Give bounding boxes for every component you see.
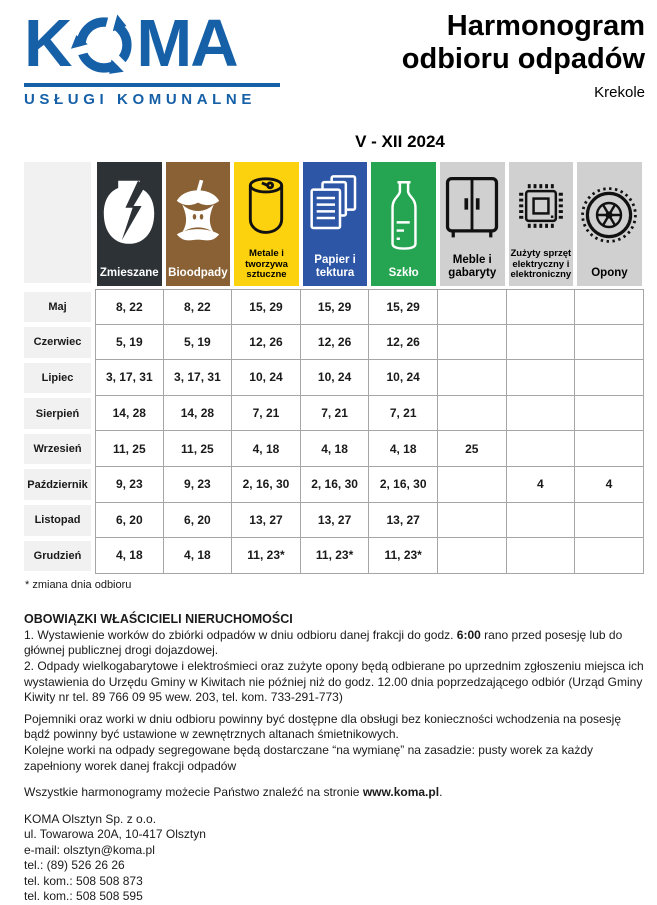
containers-note: Pojemniki oraz worki w dniu odbioru powinny być dostępne dla obsługi bez konieczności wchodzenia na posesję bądź powinny być ustawione w zewnętrznych altanach śmietnikowych. [24,711,622,742]
column-label: Bioodpady [168,267,228,280]
logo-divider [24,83,280,87]
schedule-cell [575,503,644,539]
column-header-zmieszane [95,162,164,289]
obligation-item-2: 2. Odpady wielkogabarytowe i elektrośmieci oraz zużyte opony będą odbierane po uprzednim zgłoszeniu miejsca ich wystawienia do Urzędu Gminy w Kiwitach nie później niż do godz. 12.00 dnia poprzedzającego odbiór (Urząd Gminy Kiwity nr tel. 89 766 09 95 wew. 203, tel. kom. 733-291-773) [24,658,644,705]
chip-icon [509,162,574,249]
website-note-text: Wszystkie harmonogramy możecie Państwo znaleźć na stronie [24,785,363,800]
month-label: Maj [24,292,91,323]
schedule-cell: 15, 29 [369,289,438,325]
schedule-cell: 4, 18 [301,431,370,467]
schedule-cell: 6, 20 [164,503,233,539]
schedule-cell: 7, 21 [301,396,370,432]
month-label: Listopad [24,505,91,536]
schedule-cell [507,538,576,574]
schedule-cell: 15, 29 [301,289,370,325]
logo-text-ma: MA [136,6,237,81]
schedule-cell: 4, 18 [232,431,301,467]
schedule-cell [438,325,507,361]
column-header-papier [301,162,370,289]
month-header-tile [24,162,91,283]
koma-logo [24,8,286,108]
schedule-cell [507,325,576,361]
schedule-cell: 12, 26 [232,325,301,361]
month-label: Lipiec [24,363,91,394]
schedule-cell: 4 [507,467,576,503]
schedule-cell: 10, 24 [369,360,438,396]
paper-stack-icon [303,162,368,254]
month-label: Sierpień [24,398,91,429]
title-line-1: Harmonogram [446,10,645,42]
obligation-1-rest: rano przed posesję lub do głównej publicznej drogi dojazdowej. [24,627,623,658]
bottle-icon [371,162,436,267]
schedule-cell: 13, 27 [301,503,370,539]
schedule-cell: 2, 16, 30 [369,467,438,503]
schedule-cell: 11, 25 [95,431,164,467]
schedule-cell: 9, 23 [164,467,233,503]
column-header-meble [438,162,507,289]
schedule-cell: 8, 22 [95,289,164,325]
schedule-cell: 3, 17, 31 [164,360,233,396]
column-header-szklo [369,162,438,289]
column-label: Szkło [388,267,419,280]
obligation-1-time: 6:00 [456,627,481,642]
month-label: Październik [24,469,91,500]
bags-exchange-note: Kolejne worki na odpady segregowane będą dostarczane “na wymianę” na zasadzie: pusty worek za każdy zapełniony worek danej frakcji odpadów [24,742,593,773]
broken-pot-icon [97,162,162,267]
obligations-section [24,612,646,801]
schedule-cell [575,431,644,467]
company-mobile-2: tel. kom.: 508 508 595 [24,889,143,904]
column-label: Zużyty sprzęt elektryczny i elektroniczny [510,248,572,281]
schedule-cell: 11, 23* [369,538,438,574]
column-header-opony [575,162,644,289]
company-email: e-mail: olsztyn@koma.pl [24,842,155,857]
month-cell [24,396,95,432]
schedule-cell: 11, 23* [301,538,370,574]
schedule-cell [438,360,507,396]
wardrobe-icon [440,162,505,254]
schedule-cell: 11, 25 [164,431,233,467]
schedule-cell [507,289,576,325]
company-address: ul. Towarowa 20A, 10-417 Olsztyn [24,827,206,842]
schedule-cell: 10, 24 [301,360,370,396]
schedule-cell: 4, 18 [369,431,438,467]
schedule-cell: 7, 21 [369,396,438,432]
column-header-bioodpady [164,162,233,289]
schedule-cell [438,289,507,325]
tire-icon [577,162,642,267]
schedule-cell: 10, 24 [232,360,301,396]
company-mobile-1: tel. kom.: 508 508 873 [24,873,143,888]
schedule-cell: 2, 16, 30 [232,467,301,503]
schedule-cell: 4, 18 [164,538,233,574]
schedule-cell [575,360,644,396]
schedule-cell: 3, 17, 31 [95,360,164,396]
spacer [24,774,646,785]
schedule-cell: 6, 20 [95,503,164,539]
month-cell [24,325,95,361]
recycle-swirl-icon [73,14,135,76]
schedule-cell [507,503,576,539]
company-phone: tel.: (89) 526 26 26 [24,858,125,873]
schedule-cell: 12, 26 [369,325,438,361]
schedule-cell: 14, 28 [164,396,233,432]
column-label: Zmieszane [99,267,159,280]
schedule-cell [575,289,644,325]
company-contact-block [24,812,657,905]
schedule-cell: 11, 23* [232,538,301,574]
month-cell [24,431,95,467]
schedule-cell: 5, 19 [95,325,164,361]
schedule-cell: 8, 22 [164,289,233,325]
schedule-cell [438,503,507,539]
obligation-1-text: 1. Wystawienie worków do zbiórki odpadów w dniu odbioru danej frakcji do godz. [24,627,457,642]
schedule-cell [507,396,576,432]
document-header [0,0,657,108]
column-label: Metale i tworzywa sztuczne [245,248,288,281]
month-cell [24,289,95,325]
month-label: Grudzień [24,541,91,572]
page-title [402,10,645,76]
table-footnote: * zmiana dnia odbioru [25,578,132,591]
column-label: Opony [591,267,628,280]
month-cell [24,538,95,574]
title-block [402,8,645,101]
schedule-cell: 9, 23 [95,467,164,503]
schedule-cell: 4 [575,467,644,503]
schedule-cell: 7, 21 [232,396,301,432]
schedule-cell [507,360,576,396]
schedule-table [24,162,657,574]
title-line-2: odbioru odpadów [401,43,645,75]
schedule-cell [438,467,507,503]
website-url: www.koma.pl [362,785,440,800]
column-header-elektro [507,162,576,289]
schedule-cell [438,396,507,432]
schedule-cell: 25 [438,431,507,467]
schedule-cell: 13, 27 [232,503,301,539]
schedule-cell [575,538,644,574]
schedule-cell [438,538,507,574]
column-header-metale [232,162,301,289]
location-name: Krekole [594,84,645,101]
schedule-cell: 15, 29 [232,289,301,325]
schedule-cell [507,431,576,467]
column-label: Meble i gabaryty [448,254,497,280]
can-icon [234,162,299,249]
logo-subtitle: USŁUGI KOMUNALNE [24,91,256,108]
obligation-item-1 [24,628,646,659]
month-label: Wrzesień [24,434,91,465]
column-label: Papier i tektura [314,254,356,280]
schedule-cell: 2, 16, 30 [301,467,370,503]
schedule-cell: 12, 26 [301,325,370,361]
schedule-cell: 14, 28 [95,396,164,432]
schedule-period: V - XII 2024 [355,132,445,151]
month-cell [24,360,95,396]
month-cell [24,467,95,503]
website-note-period: . [439,785,443,800]
schedule-cell [575,325,644,361]
obligations-heading: OBOWIĄZKI WŁAŚCICIELI NIERUCHOMOŚCI [24,611,293,626]
schedule-cell [575,396,644,432]
month-header-cell [24,162,95,289]
schedule-cell: 5, 19 [164,325,233,361]
website-note [24,785,646,801]
apple-core-icon [166,162,231,267]
schedule-cell: 4, 18 [95,538,164,574]
month-label: Czerwiec [24,327,91,358]
schedule-cell: 13, 27 [369,503,438,539]
logo-text-k: K [24,6,71,81]
month-cell [24,503,95,539]
company-name: KOMA Olsztyn Sp. z o.o. [24,811,157,826]
